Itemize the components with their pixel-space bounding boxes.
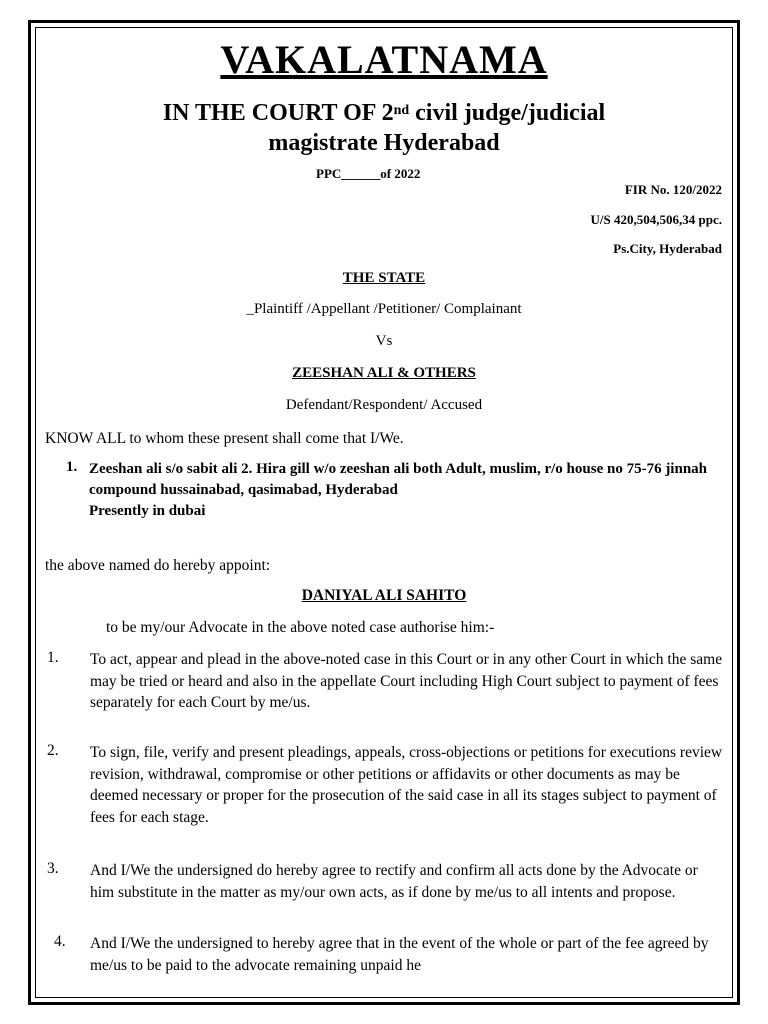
clause-text: And I/We the undersigned do hereby agree to rectify and confirm all acts done by the Advocate or him substitute in the matter as my/our own acts, as if done by me/us to all intents and propose. xyxy=(90,862,698,901)
court-heading xyxy=(0,98,768,158)
know-all-statement: KNOW ALL to whom these present shall come that I/We. xyxy=(45,430,404,447)
document-title: VAKALATNAMA xyxy=(220,37,548,82)
client-location: Presently in dubai xyxy=(89,503,206,519)
clause-number: 1. xyxy=(47,649,59,666)
authorise-statement: to be my/our Advocate in the above noted case authorise him:- xyxy=(106,619,495,636)
court-line1-superscript: nd xyxy=(393,103,410,118)
sections: U/S 420,504,506,34 ppc. xyxy=(590,212,722,227)
clause-text: To sign, file, verify and present pleadings, appeals, cross-objections or petitions for executions review revision, withdrawal, compromise or other petitions or affidavits or other documents as may be deemed necessary or proper for the prosecution of the said case in all its stages subject to payment of fees for each stage. xyxy=(90,744,723,826)
advocate-name: DANIYAL ALI SAHITO xyxy=(301,587,467,604)
defendant-name: ZEESHAN ALI & OTHERS xyxy=(292,365,476,381)
fir-number: FIR No. 120/2022 xyxy=(624,182,722,197)
versus: Vs xyxy=(375,333,393,349)
clause-number: 2. xyxy=(47,742,59,759)
clause-number: 3. xyxy=(47,860,59,877)
plaintiff-name: THE STATE xyxy=(342,270,426,286)
appoint-statement: the above named do hereby appoint: xyxy=(45,557,271,574)
plaintiff-role: _Plaintiff /Appellant /Petitioner/ Complainant xyxy=(246,301,522,317)
court-line1-prefix: IN THE COURT OF 2 xyxy=(162,100,394,126)
court-line2: magistrate Hyderabad xyxy=(268,130,500,156)
ppc-number: PPC______of 2022 xyxy=(316,166,421,181)
clause-text: And I/We the undersigned to hereby agree that in the event of the whole or part of the fee agreed by me/us to be paid to the advocate remaining unpaid he xyxy=(90,935,709,974)
clause-text: To act, appear and plead in the above-noted case in this Court or in any other Court in which the same may be tried or heard and also in the appellate Court including High Court subject to payment of fees separately for each Court by me/us. xyxy=(90,651,723,712)
court-line1-suffix: civil judge/judicial xyxy=(409,100,606,126)
defendant-role: Defendant/Respondent/ Accused xyxy=(285,397,483,413)
client-details xyxy=(89,459,729,522)
clause-number: 4. xyxy=(54,933,66,950)
police-station: Ps.City, Hyderabad xyxy=(613,241,722,256)
client-number: 1. xyxy=(66,459,78,475)
client-text: Zeeshan ali s/o sabit ali 2. Hira gill w/o zeeshan ali both Adult, muslim, r/o house no 75-76 jinnah compound hussainabad, qasimabad, Hyderabad xyxy=(89,461,708,498)
